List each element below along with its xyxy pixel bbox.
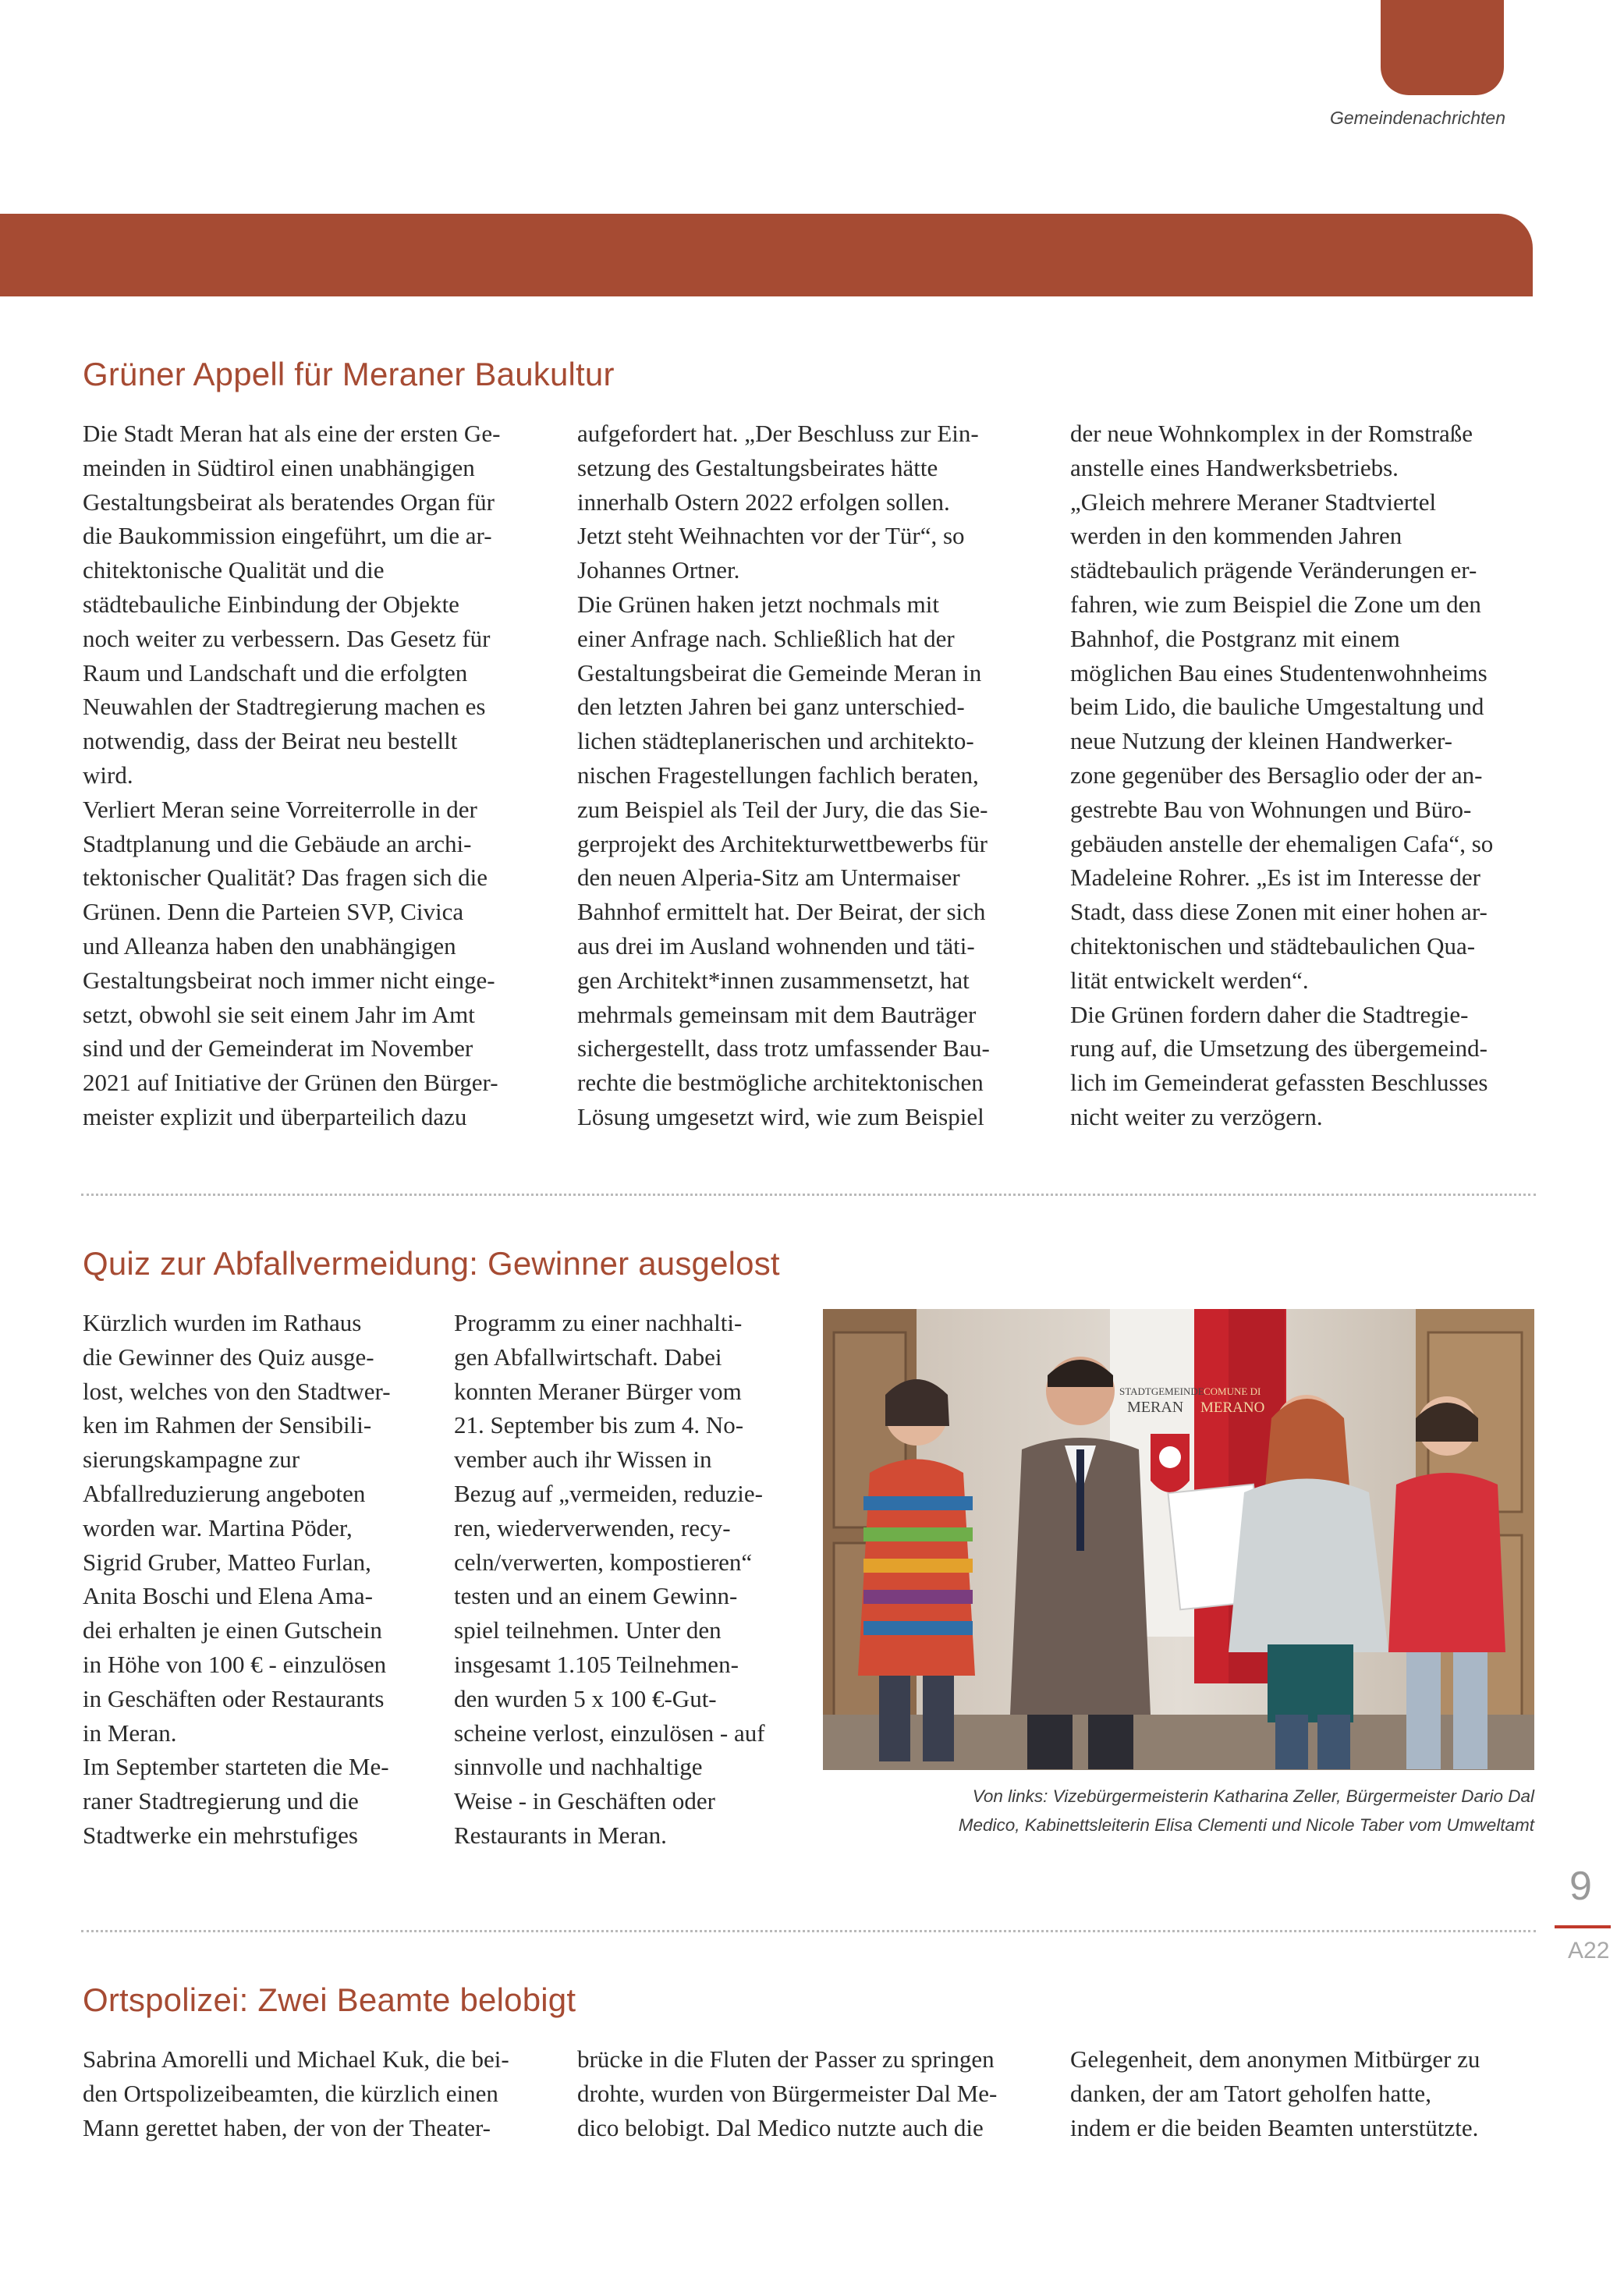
text-line: gebäuden anstelle der ehemaligen Cafa“, so: [1070, 829, 1494, 857]
text-line: fahren, wie zum Beispiel die Zone um den: [1070, 590, 1481, 618]
article3-title: Ortspolizei: Zwei Beamte belobigt: [83, 1981, 576, 2018]
text-line: städtebaulich prägende Veränderungen er-: [1070, 556, 1477, 584]
text-line: Bahnhof ermittelt hat. Der Beirat, der sich: [577, 898, 986, 926]
article2-col2: [454, 1306, 805, 1853]
text-line: meinden in Südtirol einen unabhängigen: [83, 453, 475, 481]
text-line: rung auf, die Umsetzung des übergemeind-: [1070, 1034, 1487, 1062]
text-line: Jetzt steht Weihnachten vor der Tür“, so: [577, 522, 965, 550]
text-line: einer Anfrage nach. Schließlich hat der: [577, 624, 955, 652]
text-line: Neuwahlen der Stadtregierung machen es: [83, 693, 486, 721]
page-number: 9: [1569, 1864, 1592, 1909]
text-line: danken, der am Tatort geholfen hatte,: [1070, 2079, 1431, 2107]
caption-line: Von links: Vizebürgermeisterin Katharina Zeller, Bürgermeister Dario Dal: [972, 1786, 1534, 1806]
svg-text:STADTGEMEINDE: STADTGEMEINDE: [1119, 1385, 1204, 1397]
text-line: zone gegenüber des Bersaglio oder der an-: [1070, 761, 1483, 789]
section-divider: [81, 1194, 1536, 1196]
svg-text:MERANO: MERANO: [1200, 1399, 1265, 1416]
text-line: dei erhalten je einen Gutschein: [83, 1616, 382, 1644]
text-line: innerhalb Ostern 2022 erfolgen sollen.: [577, 488, 950, 516]
text-line: scheine verlost, einzulösen - auf: [454, 1719, 765, 1747]
text-line: in Geschäften oder Restaurants: [83, 1684, 385, 1712]
text-line: 2021 auf Initiative der Grünen den Bürger-: [83, 1069, 498, 1097]
text-line: den wurden 5 x 100 €-Gut-: [454, 1684, 717, 1712]
text-line: zum Beispiel als Teil der Jury, die das Sie-: [577, 795, 988, 823]
text-line: Restaurants in Meran.: [454, 1821, 667, 1849]
text-line: Gelegenheit, dem anonymen Mitbürger zu: [1070, 2045, 1480, 2073]
text-line: Verliert Meran seine Vorreiterrolle in der: [83, 795, 477, 823]
text-line: anstelle eines Handwerksbetriebs.: [1070, 453, 1399, 481]
text-line: insgesamt 1.105 Teilnehmen-: [454, 1650, 739, 1678]
section-divider: [81, 1930, 1536, 1932]
text-line: lost, welches von den Stadtwer-: [83, 1377, 391, 1405]
text-line: Stadtplanung und die Gebäude an archi-: [83, 829, 472, 857]
article1-title: Grüner Appell für Meraner Baukultur: [83, 356, 615, 392]
text-line: Stadtwerke ein mehrstufiges: [83, 1821, 358, 1849]
text-line: sichergestellt, dass trotz umfassender Bau-: [577, 1034, 990, 1062]
text-line: werden in den kommenden Jahren: [1070, 522, 1402, 550]
text-line: und Alleanza haben den unabhängigen: [83, 931, 456, 960]
text-line: Sigrid Gruber, Matteo Furlan,: [83, 1548, 371, 1576]
text-line: ren, wiederverwenden, recy-: [454, 1513, 731, 1541]
text-line: städtebauliche Einbindung der Objekte: [83, 590, 459, 618]
text-line: lichen städteplanerischen und architekto-: [577, 727, 974, 755]
text-line: beim Lido, die bauliche Umgestaltung und: [1070, 693, 1484, 721]
svg-text:COMUNE DI: COMUNE DI: [1204, 1385, 1261, 1397]
page-code: A22: [1568, 1938, 1610, 1964]
text-line: Die Grünen fordern daher die Stadtregie-: [1070, 1000, 1469, 1028]
text-line: mehrmals gemeinsam mit dem Bauträger: [577, 1000, 977, 1028]
text-line: rechte die bestmögliche architektonischen: [577, 1069, 984, 1097]
text-line: die Gewinner des Quiz ausge-: [83, 1343, 374, 1371]
text-line: Gestaltungsbeirat noch immer nicht einge-: [83, 966, 495, 994]
text-line: Johannes Ortner.: [577, 556, 740, 584]
text-line: „Gleich mehrere Meraner Stadtviertel: [1070, 488, 1437, 516]
text-line: Bezug auf „vermeiden, reduzie-: [454, 1479, 763, 1507]
caption-line: Medico, Kabinettsleiterin Elisa Clementi und Nicole Taber vom Umweltamt: [958, 1815, 1534, 1835]
text-line: brücke in die Fluten der Passer zu springen: [577, 2045, 995, 2073]
text-line: setzung des Gestaltungsbeirates hätte: [577, 453, 938, 481]
text-line: lich im Gemeinderat gefassten Beschlusses: [1070, 1069, 1488, 1097]
article2-col1: [83, 1306, 434, 1853]
text-line: konnten Meraner Bürger vom: [454, 1377, 742, 1405]
text-line: in Meran.: [83, 1719, 177, 1747]
svg-text:MERAN: MERAN: [1127, 1399, 1184, 1416]
text-line: 21. September bis zum 4. No-: [454, 1411, 744, 1439]
text-line: tektonischer Qualität? Das fragen sich die: [83, 864, 488, 892]
article2-title: Quiz zur Abfallvermeidung: Gewinner ausgelost: [83, 1245, 780, 1282]
text-line: celn/verwerten, kompostieren“: [454, 1548, 753, 1576]
text-line: lität entwickelt werden“.: [1070, 966, 1309, 994]
text-line: gestrebte Bau von Wohnungen und Büro-: [1070, 795, 1472, 823]
article3-col3: [1070, 2042, 1538, 2144]
text-line: noch weiter zu verbessern. Das Gesetz für: [83, 624, 491, 652]
text-line: testen und an einem Gewinn-: [454, 1582, 738, 1610]
text-line: der neue Wohnkomplex in der Romstraße: [1070, 420, 1473, 447]
text-line: drohte, wurden von Bürgermeister Dal Me-: [577, 2079, 998, 2107]
text-line: Weise - in Geschäften oder: [454, 1787, 715, 1815]
text-line: raner Stadtregierung und die: [83, 1787, 359, 1815]
text-line: dico belobigt. Dal Medico nutzte auch die: [577, 2113, 984, 2141]
text-line: Stadt, dass diese Zonen mit einer hohen ar-: [1070, 898, 1487, 926]
text-line: gen Abfallwirtschaft. Dabei: [454, 1343, 722, 1371]
section-label: Gemeindenachrichten: [1329, 108, 1505, 128]
text-line: Mann gerettet haben, der von der Theater-: [83, 2113, 491, 2141]
text-line: neue Nutzung der kleinen Handwerker-: [1070, 727, 1453, 755]
text-line: chitektonischen und städtebaulichen Qua-: [1070, 931, 1476, 960]
text-line: sinnvolle und nachhaltige: [454, 1753, 703, 1781]
text-line: setzt, obwohl sie seit einem Jahr im Amt: [83, 1000, 475, 1028]
text-line: meister explizit und überparteilich dazu: [83, 1102, 467, 1130]
text-line: Sabrina Amorelli und Michael Kuk, die bei-: [83, 2045, 509, 2073]
text-line: in Höhe von 100 € - einzulösen: [83, 1650, 387, 1678]
text-line: chitektonische Qualität und die: [83, 556, 385, 584]
text-line: Raum und Landschaft und die erfolgten: [83, 658, 468, 686]
text-line: Abfallreduzierung angeboten: [83, 1479, 366, 1507]
text-line: Im September starteten die Me-: [83, 1753, 389, 1781]
top-tab-decoration: [1381, 0, 1504, 95]
text-line: notwendig, dass der Beirat neu bestellt: [83, 727, 458, 755]
photo-award-ceremony: [823, 1309, 1534, 1770]
text-line: möglichen Bau eines Studentenwohnheims: [1070, 658, 1487, 686]
article3-col1: [83, 2042, 551, 2144]
text-line: Gestaltungsbeirat als beratendes Organ für: [83, 488, 495, 516]
text-line: Bahnhof, die Postgranz mit einem: [1070, 624, 1400, 652]
text-line: nicht weiter zu verzögern.: [1070, 1102, 1323, 1130]
text-line: spiel teilnehmen. Unter den: [454, 1616, 722, 1644]
text-line: Programm zu einer nachhalti-: [454, 1309, 743, 1336]
photo-caption: [823, 1782, 1534, 1839]
text-line: aufgefordert hat. „Der Beschluss zur Ein-: [577, 420, 979, 447]
text-line: Die Stadt Meran hat als eine der ersten Ge-: [83, 420, 501, 447]
text-line: worden war. Martina Pöder,: [83, 1513, 353, 1541]
text-line: gen Architekt*innen zusammensetzt, hat: [577, 966, 970, 994]
text-line: aus drei im Ausland wohnenden und täti-: [577, 931, 975, 960]
text-line: wird.: [83, 761, 133, 789]
text-line: Die Grünen haken jetzt nochmals mit: [577, 590, 940, 618]
text-line: nischen Fragestellungen fachlich beraten,: [577, 761, 979, 789]
text-line: sind und der Gemeinderat im November: [83, 1034, 473, 1062]
article1-col3: [1070, 417, 1538, 1134]
article3-col2: [577, 2042, 1045, 2144]
text-line: den Ortspolizeibeamten, die kürzlich einen: [83, 2079, 498, 2107]
article1-col1: [83, 417, 551, 1134]
text-line: gerprojekt des Architekturwettbewerbs für: [577, 829, 988, 857]
text-line: ken im Rahmen der Sensibili-: [83, 1411, 372, 1439]
text-line: Grünen. Denn die Parteien SVP, Civica: [83, 898, 464, 926]
text-line: den letzten Jahren bei ganz unterschied-: [577, 693, 965, 721]
page-number-underline: [1555, 1925, 1611, 1928]
text-line: Kürzlich wurden im Rathaus: [83, 1309, 362, 1336]
text-line: vember auch ihr Wissen in: [454, 1446, 712, 1474]
text-line: die Baukommission eingeführt, um die ar-: [83, 522, 492, 550]
article1-col2: [577, 417, 1045, 1134]
text-line: Anita Boschi und Elena Ama-: [83, 1582, 373, 1610]
text-line: Madeleine Rohrer. „Es ist im Interesse der: [1070, 864, 1480, 892]
text-line: den neuen Alperia-Sitz am Untermaiser: [577, 864, 960, 892]
text-line: Gestaltungsbeirat die Gemeinde Meran in: [577, 658, 982, 686]
header-banner: [0, 214, 1533, 296]
text-line: sierungskampagne zur: [83, 1446, 300, 1474]
text-line: Lösung umgesetzt wird, wie zum Beispiel: [577, 1102, 984, 1130]
text-line: indem er die beiden Beamten unterstützte.: [1070, 2113, 1479, 2141]
